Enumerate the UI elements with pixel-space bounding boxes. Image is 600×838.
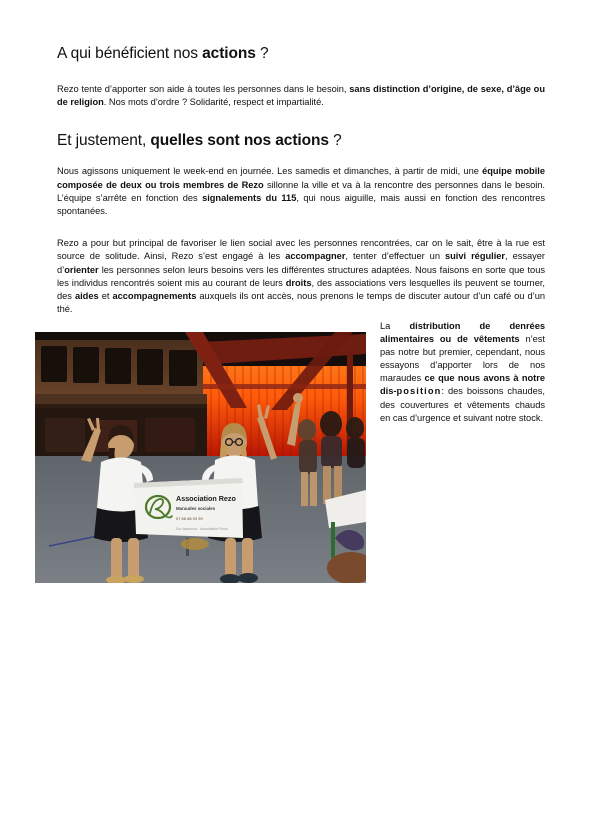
paragraph-side-part-1: La <box>380 321 410 331</box>
paragraph-lien-part-4: les personnes selon leurs besoins vers les différentes structures adaptées. Nous faisons en sorte que tous les individus rencontrés soient mis au courant de leurs <box>57 264 545 288</box>
heading-2-plain-before: Et justement, <box>57 132 151 150</box>
paragraph-lien-bold-3: orienter <box>64 264 99 275</box>
paragraph-lien-part-5: , des associations vers lesquelles ils peuvent se tourner, des <box>57 277 545 302</box>
paragraph-actions-part-3: , qui nous aiguille, mais aussi en fonction des rencontres spontanées. <box>57 192 545 217</box>
paragraph-intro-bold-1: sans distinction d’origine, de sexe, d’âge ou de religion <box>57 84 545 108</box>
paragraph-lien-bold-5: aides <box>74 291 99 302</box>
paragraph-lien-bold-6: accompagnements <box>112 291 197 302</box>
heading-2-bold: quelles sont nos actions <box>150 132 329 150</box>
paragraph-actions-bold-1: équipe mobile composée de deux ou trois membres de Rezo <box>57 166 545 190</box>
heading-a-qui-beneficient <box>57 44 545 64</box>
paragraph-intro-part-1: Rezo tente d’apporter son aide à toutes les personnes dans le besoin, <box>57 84 350 94</box>
paragraph-lien-part-7: auxquels ils ont accès, nous prenons le temps de discuter autour d’un café ou d’un thé. <box>57 291 545 315</box>
heading-et-justement <box>57 131 545 151</box>
paragraph-intro <box>57 83 545 109</box>
paragraph-actions-part-2: sillonne la ville et va à la rencontre des personnes dans le besoin. L’équipe s’arrête en fonction des <box>57 179 545 203</box>
paragraph-intro-part-2: . Nos mots d’ordre ? Solidarité, respect et impartialité. <box>103 97 324 108</box>
paragraph-lien-part-2: , tenter d’effectuer un <box>345 251 445 262</box>
heading-1-plain-after: ? <box>255 45 269 62</box>
banner-social: Sur facebook : Association Rezo <box>176 527 228 531</box>
heading-2-plain-after: ? <box>328 132 342 150</box>
heading-1-bold: actions <box>202 45 256 62</box>
paragraph-lien-bold-4: droits <box>285 277 312 288</box>
paragraph-side-distribution <box>380 320 545 425</box>
photo-illustration <box>35 332 366 583</box>
banner-phone: 07 68 88 93 59 <box>176 516 203 521</box>
paragraph-lien-part-1: Rezo a pour but principal de favoriser le lien social avec les personnes rencontrées, car on le sait, être à la rue est source de solitude. Ainsi, Rezo s’est engagé à les <box>57 238 545 262</box>
paragraph-lien-part-6: et <box>98 291 113 302</box>
media-row <box>35 321 545 586</box>
side-column <box>380 320 545 425</box>
paragraph-actions-bold-2: signalements du 115 <box>202 192 297 203</box>
paragraph-side-bold-2: ce que nous avons à notre dis- <box>380 373 545 397</box>
paragraph-lien-part-3: , essayer d’ <box>57 251 545 275</box>
paragraph-side-bold-3: position <box>396 386 442 397</box>
paragraph-side-bold-1: distribution de denrées alimentaires ou de vêtements <box>380 321 545 345</box>
paragraph-lien-bold-2: suivi régulier <box>444 251 506 262</box>
photo-association-rezo-banner <box>35 332 366 583</box>
paragraph-actions-part-1: Nous agissons uniquement le week-end en journée. Les samedis et dimanches, à partir de midi, une <box>57 166 483 177</box>
paragraph-lien-social <box>57 237 545 316</box>
banner-title: Association Rezo <box>176 494 236 503</box>
paragraph-lien-bold-1: accompagner <box>285 251 346 262</box>
paragraph-side-part-3: : des boissons chaudes, des couvertures et vêtements chauds en cas d’urgence et suivant notre stock. <box>380 386 545 423</box>
paragraph-side-part-2: n’est pas notre but premier, cependant, nous essayons d’apporter lors de nos maraudes <box>380 334 545 384</box>
banner-subtitle: Maraudes sociales <box>176 506 216 511</box>
heading-1-plain-before: A qui bénéficient nos <box>57 45 203 62</box>
paragraph-actions <box>57 165 545 218</box>
document-content <box>57 44 545 316</box>
